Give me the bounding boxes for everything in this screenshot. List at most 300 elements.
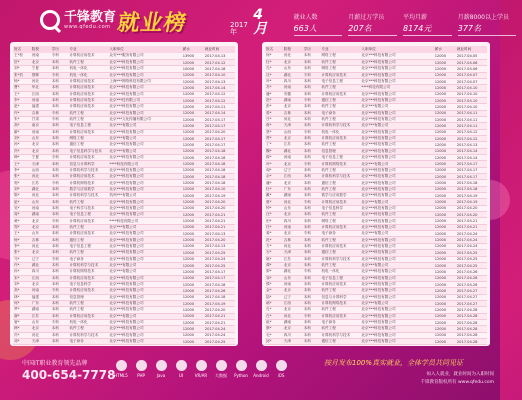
table-cell: 2017.04.18 — [204, 281, 235, 287]
table-cell: 2017.04.05 — [456, 53, 487, 59]
table-cell: 康* — [265, 326, 283, 332]
table-cell: 2017.04.25 — [204, 262, 235, 268]
col-header-name: 姓名 — [265, 46, 283, 53]
table-cell: 专科 — [303, 269, 321, 275]
table-cell: 2017.04.18 — [204, 161, 235, 167]
table-cell: 张*贺 — [13, 72, 31, 78]
table-cell: 本科 — [303, 104, 321, 110]
table-cell: 专科 — [303, 72, 321, 78]
table-cell: 北京***有限公司 — [360, 300, 433, 306]
course-item[interactable] — [272, 360, 290, 379]
table-cell: 2017.04.19 — [204, 300, 235, 306]
table-cell: 华北 — [31, 85, 51, 91]
table-cell: 12000 — [434, 85, 456, 91]
table-cell: 叶* — [265, 161, 283, 167]
table-cell: 李* — [13, 167, 31, 173]
course-item[interactable] — [132, 360, 150, 379]
table-cell: 北京***有限公司 — [360, 262, 433, 268]
table-cell: 12000 — [182, 212, 204, 218]
table-cell: 山西 — [283, 129, 303, 135]
table-cell: 江苏 — [283, 142, 303, 148]
table-cell: 山东 — [283, 205, 303, 211]
table-cell: 北京***科技有限公司 — [360, 72, 433, 78]
table-cell: 金* — [265, 288, 283, 294]
table-cell: 本科 — [303, 212, 321, 218]
table-cell: 电子信息科学与技术 — [68, 148, 108, 154]
table-cell: 2017.04.25 — [204, 250, 235, 256]
table-cell: 计算机科学与技术 — [320, 174, 360, 180]
table-cell: 湖南 — [283, 319, 303, 325]
table-cell: 软件工程 — [68, 300, 108, 306]
table-cell: 12000 — [182, 155, 204, 161]
brand-tagline: 中国IT职业教育领先品牌 — [22, 360, 88, 367]
table-cell: 12000 — [182, 326, 204, 332]
table-cell: 北京***科技有限公司 — [108, 307, 181, 313]
table-cell: 12000 — [182, 243, 204, 249]
course-label: PHP — [137, 373, 145, 378]
table-cell: 本科 — [303, 123, 321, 129]
col-header-date: 就业时间 — [204, 46, 235, 53]
table-cell: 计算机科学与技术 — [68, 262, 108, 268]
table-cell: 2017.04.12 — [456, 135, 487, 141]
col-header-school: 院校 — [283, 46, 303, 53]
stat-over-10k — [348, 12, 397, 36]
table-cell: 计算机科学与技术 — [68, 332, 108, 338]
table-cell: 本科 — [51, 199, 69, 205]
table-cell: 2017.04.21 — [204, 313, 235, 319]
table-cell: 本科 — [303, 243, 321, 249]
table-cell: 山东 — [31, 199, 51, 205]
table-cell: 北京***科技有限公司 — [360, 338, 433, 344]
table-cell: 北京 — [31, 326, 51, 332]
table-cell: 北京 — [283, 262, 303, 268]
course-item[interactable] — [172, 360, 190, 379]
table-cell: 2017.04.28 — [456, 319, 487, 325]
course-label: iOS — [277, 373, 285, 378]
table-cell: 2017.04.21 — [204, 319, 235, 325]
table-cell: 本科 — [51, 262, 69, 268]
table-cell: 河北 — [31, 332, 51, 338]
table-cell: 2017.04.18 — [204, 155, 235, 161]
table-cell: 12000 — [434, 148, 456, 154]
course-label: 大数据 — [215, 373, 227, 378]
table-cell: 专科 — [51, 180, 69, 186]
table-cell: 周* — [13, 212, 31, 218]
table-cell: 北京***科技有限公司 — [108, 104, 181, 110]
table-header-row — [13, 46, 235, 53]
table-cell: 12000 — [182, 237, 204, 243]
course-label: Python — [234, 373, 248, 378]
table-cell: 山东 — [31, 319, 51, 325]
table-cell: 2017.04.14 — [456, 155, 487, 161]
table-cell: 软件工程 — [68, 326, 108, 332]
table-cell: 唐* — [13, 319, 31, 325]
course-item[interactable] — [192, 360, 210, 379]
course-item[interactable] — [152, 360, 170, 379]
table-cell: 北京***科技有限公司 — [108, 250, 181, 256]
course-item[interactable] — [212, 360, 230, 379]
table-cell: 北京***科技有限公司 — [360, 91, 433, 97]
table-cell: 12000 — [434, 91, 456, 97]
table-cell: 北京***有限公司 — [360, 161, 433, 167]
report-year: 2017年 — [230, 21, 248, 36]
table-cell: 本科 — [303, 66, 321, 72]
table-cell: 薛* — [265, 155, 283, 161]
table-cell: 北京***科技有限公司 — [108, 91, 181, 97]
table-cell: 专科 — [51, 116, 69, 122]
table-cell: 通信工程 — [68, 142, 108, 148]
table-cell: 12000 — [182, 104, 204, 110]
table-cell: 机电一体化 — [320, 269, 360, 275]
table-cell: 杜* — [265, 186, 283, 192]
table-cell: 北京***科技有限公司 — [108, 275, 181, 281]
table-cell: 2017.04.27 — [456, 294, 487, 300]
stat-avg-salary — [403, 12, 452, 36]
table-cell: 12000 — [434, 218, 456, 224]
table-cell: 本科 — [51, 91, 69, 97]
logo-mark-icon — [40, 10, 60, 30]
table-cell: 北京***科技有限公司 — [108, 212, 181, 218]
table-cell: 专科 — [303, 97, 321, 103]
table-cell: 上海***网络科技有限公司 — [108, 78, 181, 84]
table-cell: 2017.04.21 — [456, 224, 487, 230]
table-cell: 北京***科技有限公司 — [108, 332, 181, 338]
table-cell: 北京***科技有限公司 — [360, 319, 433, 325]
table-cell: 本科 — [51, 212, 69, 218]
table-cell: 电子信息工程 — [68, 123, 108, 129]
table-cell: 北京***科技有限公司 — [360, 326, 433, 332]
table-cell: 2017.04.18 — [204, 167, 235, 173]
table-cell: 2017.04.18 — [204, 66, 235, 72]
table-cell: 众安***服务有限公司 — [108, 53, 181, 59]
table-cell: 本科 — [51, 174, 69, 180]
table-cell: 李* — [13, 97, 31, 103]
table-cell: 2017.04.10 — [456, 97, 487, 103]
table-cell: 12000 — [434, 294, 456, 300]
table-cell: 北京***有限公司 — [108, 123, 181, 129]
table-cell: 吉林 — [31, 110, 51, 116]
table-cell: 12000 — [434, 174, 456, 180]
table-cell: 12000 — [434, 186, 456, 192]
table-cell: 2017.04.13 — [204, 231, 235, 237]
table-cell: 电子信息工程 — [320, 155, 360, 161]
table-cell: 计算机应用技术 — [68, 104, 108, 110]
table-cell: 本科 — [51, 104, 69, 110]
table-cell: 本科 — [51, 59, 69, 65]
table-cell: 北京***有限公司 — [108, 224, 181, 230]
course-icon — [176, 360, 187, 371]
table-cell: 广东 — [283, 186, 303, 192]
table-cell: 本科 — [303, 205, 321, 211]
table-cell: 北京***科技有限公司 — [108, 243, 181, 249]
table-cell: 2017.04.18 — [204, 174, 235, 180]
table-cell: 北京 — [283, 180, 303, 186]
stat-label: 月薪8000以上学员 — [457, 14, 510, 21]
table-cell: 电子信息工程 — [320, 275, 360, 281]
table-cell: 本科 — [51, 313, 69, 319]
table-cell: 12000 — [182, 218, 204, 224]
table-cell: 夏* — [265, 199, 283, 205]
table-cell: 2017.04.24 — [456, 243, 487, 249]
table-cell: 石* — [265, 250, 283, 256]
table-cell: 2017.04.12 — [456, 129, 487, 135]
employment-table-left — [10, 42, 238, 346]
table-cell: 网络工程 — [320, 218, 360, 224]
table-cell: 12000 — [434, 161, 456, 167]
table-cell: 12000 — [434, 123, 456, 129]
table-cell: 刘* — [13, 186, 31, 192]
stat-value: 377名 — [458, 23, 516, 36]
col-header-date: 就业时间 — [456, 46, 487, 53]
table-cell: 本科 — [303, 59, 321, 65]
table-cell: 2017.04.26 — [456, 281, 487, 287]
table-cell: 江西 — [31, 275, 51, 281]
table-cell: 潘* — [265, 180, 283, 186]
table-cell: 北京 — [283, 59, 303, 65]
table-cell: 北京***有限公司 — [360, 199, 433, 205]
table-cell: 12000 — [182, 313, 204, 319]
table-cell: 北京***科技有限公司 — [360, 167, 433, 173]
table-cell: 2017.04.12 — [204, 91, 235, 97]
table-cell: 12000 — [182, 180, 204, 186]
table-cell: 北京 — [283, 326, 303, 332]
table-cell: 北京 — [31, 142, 51, 148]
table-cell: 通信工程 — [320, 250, 360, 256]
table-cell: 本科 — [303, 135, 321, 141]
table-cell: 福建 — [31, 294, 51, 300]
table-cell: 计算机应用技术 — [320, 313, 360, 319]
table-cell: 本科 — [51, 243, 69, 249]
table-cell: 专科 — [51, 319, 69, 325]
table-cell: 北京***科技有限公司 — [108, 186, 181, 192]
table-cell: 北京***科技有限公司 — [360, 193, 433, 199]
table-cell: 本科 — [303, 91, 321, 97]
table-cell: 12000 — [182, 174, 204, 180]
table-cell: 2017.04.18 — [204, 180, 235, 186]
table-cell: 余* — [265, 174, 283, 180]
table-cell: 高* — [13, 123, 31, 129]
table-cell: 北京***科技有限公司 — [108, 319, 181, 325]
table-cell: 专科 — [51, 155, 69, 161]
table-cell: 本科 — [51, 326, 69, 332]
table-cell: 戴* — [265, 193, 283, 199]
table-cell: 12000 — [434, 97, 456, 103]
table-cell: 本科 — [51, 142, 69, 148]
course-label: VR/AR — [194, 373, 208, 378]
stat-label: 月薪过万学员 — [348, 14, 385, 21]
table-cell: 电子信息工程 — [68, 212, 108, 218]
course-label: Java — [156, 373, 166, 378]
table-cell: 2017.04.10 — [204, 186, 235, 192]
table-cell: 河南 — [283, 281, 303, 287]
table-cell: 12000 — [434, 59, 456, 65]
table-cell: 2017.04.25 — [204, 338, 235, 344]
table-cell: 专科 — [303, 161, 321, 167]
table-cell: 2017.04.06 — [456, 66, 487, 72]
table-cell: 辽宁 — [31, 256, 51, 262]
table-cell: 北京***有限公司 — [360, 231, 433, 237]
table-cell: 谭* — [265, 262, 283, 268]
table-header-row — [265, 46, 487, 53]
table-cell: 12000 — [182, 91, 204, 97]
table-cell: 12000 — [182, 59, 204, 65]
table-cell: 江西 — [31, 91, 51, 97]
table-row — [265, 338, 487, 344]
table-cell: 北京***科技有限公司 — [360, 78, 433, 84]
table-cell: 本科 — [51, 148, 69, 154]
phone-number[interactable]: 400-654-7778 — [22, 368, 116, 382]
course-icon — [216, 360, 227, 371]
table-cell: 罗* — [13, 307, 31, 313]
table-cell: 北京***科技有限公司 — [108, 142, 181, 148]
table-cell: 2017.04.12 — [204, 59, 235, 65]
table-cell: 彭* — [265, 104, 283, 110]
table-cell: 软件工程 — [320, 116, 360, 122]
table-cell: 12000 — [434, 193, 456, 199]
table-cell: 宋* — [13, 275, 31, 281]
table-cell: 韩* — [13, 155, 31, 161]
table-cell: 范* — [265, 97, 283, 103]
table-cell: 2017.04.17 — [204, 275, 235, 281]
table-cell: 甘肃 — [31, 116, 51, 122]
table-cell: 北京***科技有限公司 — [360, 180, 433, 186]
table-cell: 2017.04.14 — [456, 148, 487, 154]
table-cell: 12000 — [434, 142, 456, 148]
course-item[interactable] — [232, 360, 250, 379]
table-cell: 北京 — [283, 135, 303, 141]
col-header-degree: 学历 — [51, 46, 69, 53]
table-cell: 2017.04.26 — [204, 288, 235, 294]
table-cell: ****科技有限公司 — [360, 85, 433, 91]
table-cell: 邓* — [13, 338, 31, 344]
course-item[interactable] — [252, 360, 270, 379]
table-cell: 软件工程 — [320, 142, 360, 148]
table-cell: 许* — [13, 262, 31, 268]
table-cell: 北京 — [283, 307, 303, 313]
table-cell: 2017.04.18 — [456, 180, 487, 186]
table-cell: 北京***科技有限公司 — [108, 205, 181, 211]
brand-logo[interactable] — [40, 10, 116, 30]
table-cell: 汪* — [265, 212, 283, 218]
table-cell: 本科 — [303, 288, 321, 294]
table-cell: 河南 — [31, 288, 51, 294]
table-cell: 本科 — [303, 281, 321, 287]
table-cell: 2017.04.07 — [456, 78, 487, 84]
table-cell: 本科 — [303, 180, 321, 186]
employment-table-right — [262, 42, 490, 346]
table-cell: 机电一体化 — [320, 129, 360, 135]
report-date — [230, 8, 276, 36]
table-cell: 12000 — [182, 129, 204, 135]
table-cell: 计算机应用技术 — [320, 91, 360, 97]
table-cell: 12000 — [434, 269, 456, 275]
table-cell: 沈* — [265, 72, 283, 78]
table-cell: 苏* — [265, 85, 283, 91]
stat-label: 平均月薪 — [403, 14, 428, 21]
table-cell: 2017.04.19 — [456, 193, 487, 199]
table-cell: 2017.04.17 — [204, 123, 235, 129]
table-cell: 本科 — [51, 275, 69, 281]
table-cell: 12000 — [434, 243, 456, 249]
table-cell: 2017.04.27 — [456, 288, 487, 294]
table-cell: 12000 — [182, 116, 204, 122]
table-cell: 宁夏 — [31, 155, 51, 161]
table-cell: 2017.04.25 — [456, 250, 487, 256]
table-cell: 软件工程 — [320, 59, 360, 65]
table-cell: 本科 — [51, 300, 69, 306]
table-cell: 专科 — [303, 231, 321, 237]
table-cell: 本科 — [303, 53, 321, 59]
col-header-salary: 薪水 — [182, 46, 204, 53]
table-cell: 北京***科技有限公司 — [360, 66, 433, 72]
table-cell: 辽宁 — [283, 294, 303, 300]
table-cell: 刘* — [13, 135, 31, 141]
table-cell: 通信工程 — [320, 97, 360, 103]
table-cell: 2017.04.17 — [456, 167, 487, 173]
table-cell: 软件工程 — [320, 307, 360, 313]
table-cell: 12000 — [182, 142, 204, 148]
table-cell: 电子商务 — [68, 256, 108, 262]
table-cell: 计算机应用技术 — [320, 281, 360, 287]
table-cell: 北京***科技有限公司 — [108, 256, 181, 262]
table-cell: 北京***有限公司 — [360, 123, 433, 129]
table-cell: 2017.04.13 — [204, 53, 235, 59]
table-cell: 软件工程 — [68, 116, 108, 122]
table-cell: 软件工程 — [68, 307, 108, 313]
table-cell: 2017.04.26 — [456, 275, 487, 281]
table-cell: 2017.04.18 — [204, 148, 235, 154]
table-cell: 2017.04.24 — [204, 256, 235, 262]
table-cell: 2017.04.07 — [456, 72, 487, 78]
table-cell: 计算机科学与技术 — [320, 332, 360, 338]
table-cell: 曹* — [13, 85, 31, 91]
table-cell: 本科 — [303, 250, 321, 256]
table-cell: 杨* — [13, 78, 31, 84]
table-cell: 北京***科技有限公司 — [360, 294, 433, 300]
table-cell: 2017.04.20 — [204, 199, 235, 205]
table-cell: 专科 — [51, 256, 69, 262]
course-item[interactable] — [112, 360, 130, 379]
table-cell: 本科 — [51, 338, 69, 344]
table-cell: 2017.04.06 — [456, 59, 487, 65]
table-cell: 宁夏 — [31, 66, 51, 72]
table-cell: 2017.04.21 — [204, 212, 235, 218]
course-label: HTML5 — [114, 373, 128, 378]
table-cell: 12000 — [434, 231, 456, 237]
footer-notes — [324, 358, 494, 385]
table-cell: 计算机应用技术 — [68, 275, 108, 281]
table-cell: 本科 — [51, 281, 69, 287]
table-cell: 计算机应用技术 — [68, 313, 108, 319]
table-cell: 本科 — [303, 174, 321, 180]
table-cell: 2017.04.14 — [204, 110, 235, 116]
table-cell: 12000 — [182, 110, 204, 116]
table-cell: 贺* — [13, 59, 31, 65]
logo-subtext: www.qfedu.com — [64, 23, 111, 30]
table-cell: 12000 — [434, 256, 456, 262]
table-cell: 本科 — [51, 78, 69, 84]
table-cell: 邹* — [265, 275, 283, 281]
table-cell: 计算机应用技术 — [68, 78, 108, 84]
table-cell: 湖北 — [283, 148, 303, 154]
table-cell: 安徽 — [283, 91, 303, 97]
table-cell: 北京 — [31, 59, 51, 65]
table-cell: 12000 — [434, 262, 456, 268]
table-cell: 计算机应用技术 — [68, 288, 108, 294]
table-cell: 北京 — [283, 212, 303, 218]
table-cell: 北京***科技有限公司 — [108, 180, 181, 186]
col-header-company: 入职单位 — [360, 46, 433, 53]
